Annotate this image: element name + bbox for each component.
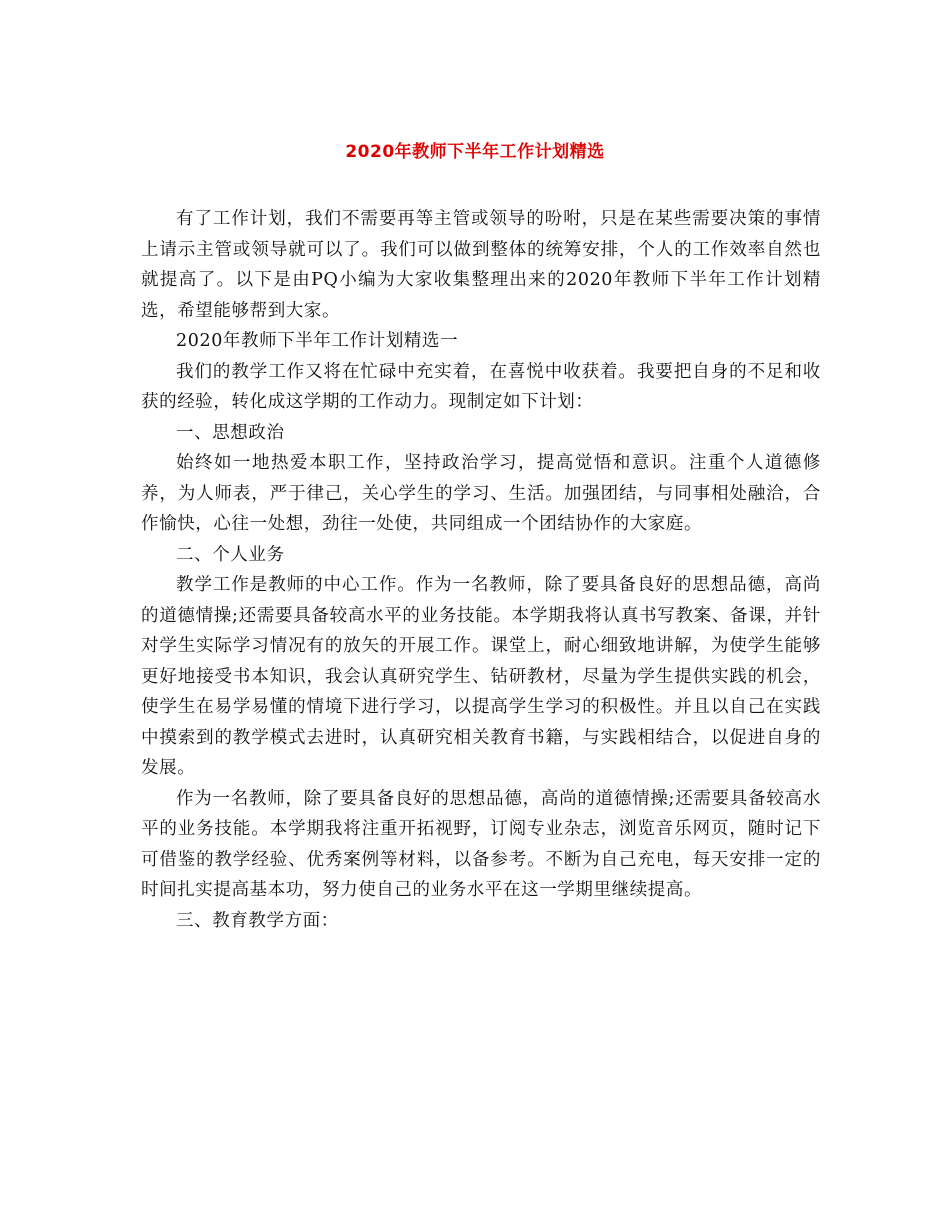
ideology-paragraph: 始终如一地热爱本职工作，坚持政治学习，提高觉悟和意识。注重个人道德修养，为人师表，严于律己，关心学生的学习、生活。加强团结，与同事相处融洽，合作愉快，心往一处想，劲往一处使，共同组成一个团结协作的大家庭。 xyxy=(141,453,821,534)
intro-paragraph: 有了工作计划，我们不需要再等主管或领导的吩咐，只是在某些需要决策的事情上请示主管或领导就可以了。我们可以做到整体的统筹安排，个人的工作效率自然也就提高了。以下是由PQ小编为大家收集整理出来的2020年教师下半年工作计划精选，希望能够帮到大家。 xyxy=(141,209,821,321)
personal-work-paragraph-2: 作为一名教师，除了要具备良好的思想品德，高尚的道德情操;还需要具备较高水平的业务技能。本学期我将注重开拓视野，订阅专业杂志，浏览音乐网页，随时记下可借鉴的教学经验、优秀案例等材料，以备参考。不断为自己充电，每天安排一定的时间扎实提高基本功，努力使自己的业务水平在这一学期里继续提高。 xyxy=(141,788,821,900)
document-body xyxy=(141,204,821,936)
plan-intro-paragraph: 我们的教学工作又将在忙碌中充实着，在喜悦中收获着。我要把自身的不足和收获的经验，转化成这学期的工作动力。现制定如下计划： xyxy=(141,361,821,412)
heading-personal-work: 二、个人业务 xyxy=(176,544,285,565)
heading-ideology: 一、思想政治 xyxy=(176,422,285,443)
document-title: 2020年教师下半年工作计划精选 xyxy=(345,142,605,162)
personal-work-paragraph-1: 教学工作是教师的中心工作。作为一名教师，除了要具备良好的思想品德，高尚的道德情操;还需要具备较高水平的业务技能。本学期我将认真书写教案、备课，并针对学生实际学习情况有的放矢的开展工作。课堂上，耐心细致地讲解，为使学生能够更好地接受书本知识，我会认真研究学生、钻研教材，尽量为学生提供实践的机会，使学生在易学易懂的情境下进行学习，以提高学生学习的积极性。并且以自己在实践中摸索到的教学模式去进时，认真研究相关教育书籍，与实践相结合，以促进自身的发展。 xyxy=(141,575,821,778)
heading-teaching: 三、教育教学方面： xyxy=(176,910,339,931)
section-heading-plan-one: 2020年教师下半年工作计划精选一 xyxy=(176,331,459,351)
